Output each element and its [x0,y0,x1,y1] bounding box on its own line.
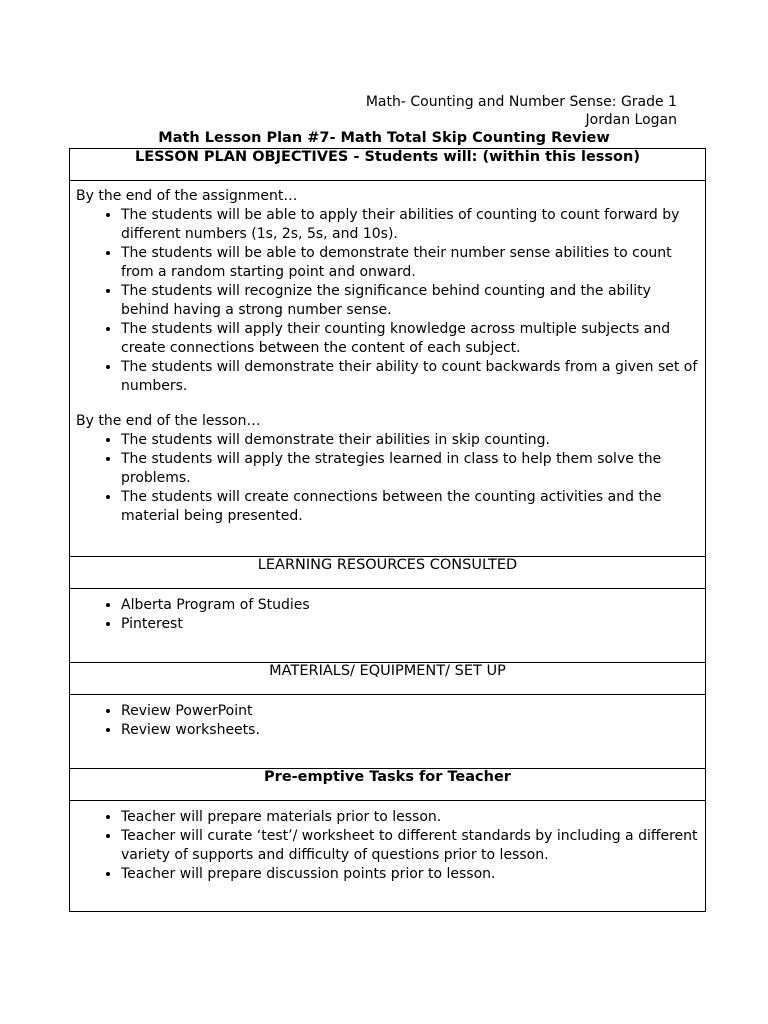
materials-body-row [70,695,706,769]
list-item: • Teacher will prepare materials prior to lesson. [121,808,699,827]
objectives-body [70,181,706,557]
materials-list [76,702,699,740]
list-item: • The students will create connections between the counting activities and the material being presented. [121,488,699,526]
assignment-objectives-list [76,206,699,396]
list-item: • Review worksheets. [121,721,699,740]
lesson-objectives-list [76,431,699,526]
objectives-body-row [70,181,706,557]
teacher-tasks-body-row [70,801,706,912]
document-title: Math Lesson Plan #7- Math Total Skip Counting Review [158,130,610,146]
author-name: Jordan Logan [585,112,677,128]
subject-line: Math- Counting and Number Sense: Grade 1 [365,94,677,110]
list-item: • The students will be able to apply their abilities of counting to count forward by different numbers (1s, 2s, 5s, and 10s). [121,206,699,244]
resources-body-row [70,589,706,663]
list-item: • The students will apply their counting knowledge across multiple subjects and create connections between the content of each subject. [121,320,699,358]
list-item: • The students will recognize the significance behind counting and the ability behind having a strong number sense. [121,282,699,320]
list-item: • The students will demonstrate their abilities in skip counting. [121,431,699,450]
list-item: • The students will apply the strategies learned in class to help them solve the problems. [121,450,699,488]
list-item: • Pinterest [121,615,699,634]
resources-heading: LEARNING RESOURCES CONSULTED [70,557,706,589]
lesson-intro: By the end of the lesson… [76,413,261,429]
materials-header-row [70,663,706,695]
list-item: • Review PowerPoint [121,702,699,721]
lesson-plan-table [69,148,706,912]
list-item: • The students will be able to demonstrate their number sense abilities to count from a random starting point and onward. [121,244,699,282]
list-item: • The students will demonstrate their ability to count backwards from a given set of numbers. [121,358,699,396]
resources-body [70,589,706,663]
resources-header-row [70,557,706,589]
list-item: • Teacher will curate ‘test’/ worksheet to different standards by including a different variety of supports and difficulty of questions prior to lesson. [121,827,699,865]
list-item: • Teacher will prepare discussion points prior to lesson. [121,865,699,884]
assignment-intro: By the end of the assignment… [76,188,298,204]
materials-heading: MATERIALS/ EQUIPMENT/ SET UP [70,663,706,695]
list-item: • Alberta Program of Studies [121,596,699,615]
teacher-tasks-heading: Pre-emptive Tasks for Teacher [70,769,706,801]
objectives-header-row [70,149,706,181]
teacher-tasks-list [76,808,699,884]
objectives-heading: LESSON PLAN OBJECTIVES - Students will: (within this lesson) [70,149,706,181]
resources-list [76,596,699,634]
teacher-tasks-body [70,801,706,912]
materials-body [70,695,706,769]
teacher-tasks-header-row [70,769,706,801]
